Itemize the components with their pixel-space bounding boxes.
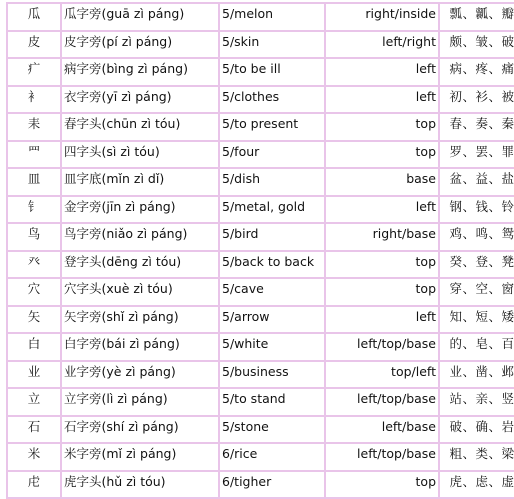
position-cell: left bbox=[325, 86, 439, 114]
radical-cell: 立 bbox=[7, 388, 61, 416]
examples-cell: 钢、钱、铃 bbox=[439, 196, 514, 224]
examples-cell: 粗、类、梁 bbox=[439, 443, 514, 471]
meaning-cell: 6/tigher bbox=[219, 471, 325, 499]
table-row bbox=[7, 3, 514, 31]
position-cell: left/top/base bbox=[325, 333, 439, 361]
examples-cell: 知、短、矮 bbox=[439, 306, 514, 334]
radical-cell: 罒 bbox=[7, 141, 61, 169]
examples-cell: 春、奏、秦 bbox=[439, 113, 514, 141]
meaning-cell: 5/dish bbox=[219, 168, 325, 196]
radical-cell: 衤 bbox=[7, 86, 61, 114]
radical-name-cell: 米字旁(mǐ zì páng) bbox=[61, 443, 219, 471]
table-row bbox=[7, 361, 514, 389]
meaning-cell: 5/metal, gold bbox=[219, 196, 325, 224]
position-cell: left bbox=[325, 306, 439, 334]
radical-name-cell: 衣字旁(yī zì páng) bbox=[61, 86, 219, 114]
meaning-cell: 5/back to back bbox=[219, 251, 325, 279]
position-cell: left/top/base bbox=[325, 388, 439, 416]
examples-cell: 破、确、岩 bbox=[439, 416, 514, 444]
meaning-cell: 5/clothes bbox=[219, 86, 325, 114]
examples-cell: 颇、皱、破 bbox=[439, 31, 514, 59]
meaning-cell: 5/white bbox=[219, 333, 325, 361]
radical-name-cell: 春字头(chūn zì tóu) bbox=[61, 113, 219, 141]
table-row bbox=[7, 141, 514, 169]
position-cell: right/inside bbox=[325, 3, 439, 31]
meaning-cell: 5/skin bbox=[219, 31, 325, 59]
radical-name-cell: 皿字底(mǐn zì dǐ) bbox=[61, 168, 219, 196]
meaning-cell: 5/business bbox=[219, 361, 325, 389]
radical-cell: 疒 bbox=[7, 58, 61, 86]
table-row bbox=[7, 471, 514, 499]
table-row bbox=[7, 443, 514, 471]
meaning-cell: 5/to stand bbox=[219, 388, 325, 416]
examples-cell: 初、衫、被 bbox=[439, 86, 514, 114]
position-cell: left bbox=[325, 196, 439, 224]
radical-cell: 钅 bbox=[7, 196, 61, 224]
meaning-cell: 5/four bbox=[219, 141, 325, 169]
examples-cell: 业、凿、邺 bbox=[439, 361, 514, 389]
radical-name-cell: 白字旁(bái zì páng) bbox=[61, 333, 219, 361]
position-cell: top bbox=[325, 113, 439, 141]
examples-cell: 盆、益、盐 bbox=[439, 168, 514, 196]
radical-cell: 皮 bbox=[7, 31, 61, 59]
radicals-table-body bbox=[7, 3, 514, 498]
meaning-cell: 5/to be ill bbox=[219, 58, 325, 86]
radical-cell: 瓜 bbox=[7, 3, 61, 31]
radical-name-cell: 病字旁(bìng zì páng) bbox=[61, 58, 219, 86]
radicals-table-container bbox=[6, 2, 514, 499]
radical-cell: 鸟 bbox=[7, 223, 61, 251]
radical-cell: 矢 bbox=[7, 306, 61, 334]
examples-cell: 罗、罢、罪 bbox=[439, 141, 514, 169]
table-row bbox=[7, 223, 514, 251]
table-row bbox=[7, 58, 514, 86]
radical-cell: 白 bbox=[7, 333, 61, 361]
examples-cell: 虎、虑、虚 bbox=[439, 471, 514, 499]
meaning-cell: 5/stone bbox=[219, 416, 325, 444]
table-row bbox=[7, 86, 514, 114]
meaning-cell: 5/cave bbox=[219, 278, 325, 306]
meaning-cell: 6/rice bbox=[219, 443, 325, 471]
table-row bbox=[7, 388, 514, 416]
position-cell: top bbox=[325, 251, 439, 279]
radical-cell: 业 bbox=[7, 361, 61, 389]
meaning-cell: 5/arrow bbox=[219, 306, 325, 334]
radical-name-cell: 穴字头(xuè zì tóu) bbox=[61, 278, 219, 306]
radical-name-cell: 立字旁(lì zì páng) bbox=[61, 388, 219, 416]
position-cell: left/base bbox=[325, 416, 439, 444]
radical-name-cell: 石字旁(shí zì páng) bbox=[61, 416, 219, 444]
position-cell: left/top/base bbox=[325, 443, 439, 471]
radical-cell: 虍 bbox=[7, 471, 61, 499]
table-row bbox=[7, 306, 514, 334]
radical-cell: 癶 bbox=[7, 251, 61, 279]
radical-name-cell: 瓜字旁(guā zì páng) bbox=[61, 3, 219, 31]
table-row bbox=[7, 168, 514, 196]
position-cell: right/base bbox=[325, 223, 439, 251]
radical-cell: 石 bbox=[7, 416, 61, 444]
examples-cell: 鸡、鸣、鸳 bbox=[439, 223, 514, 251]
radical-name-cell: 皮字旁(pí zì páng) bbox=[61, 31, 219, 59]
table-row bbox=[7, 416, 514, 444]
table-row bbox=[7, 196, 514, 224]
position-cell: left bbox=[325, 58, 439, 86]
position-cell: top/left bbox=[325, 361, 439, 389]
radical-name-cell: 登字头(dēng zì tóu) bbox=[61, 251, 219, 279]
radical-cell: 皿 bbox=[7, 168, 61, 196]
meaning-cell: 5/bird bbox=[219, 223, 325, 251]
radical-cell: 耒 bbox=[7, 113, 61, 141]
radical-name-cell: 四字头(sì zì tóu) bbox=[61, 141, 219, 169]
radical-name-cell: 矢字旁(shǐ zì páng) bbox=[61, 306, 219, 334]
examples-cell: 病、疼、痛 bbox=[439, 58, 514, 86]
radicals-table bbox=[6, 2, 514, 499]
table-row bbox=[7, 113, 514, 141]
position-cell: left/right bbox=[325, 31, 439, 59]
examples-cell: 穿、空、窗 bbox=[439, 278, 514, 306]
radical-name-cell: 金字旁(jīn zì páng) bbox=[61, 196, 219, 224]
position-cell: base bbox=[325, 168, 439, 196]
table-row bbox=[7, 278, 514, 306]
table-row bbox=[7, 333, 514, 361]
table-row bbox=[7, 31, 514, 59]
meaning-cell: 5/to present bbox=[219, 113, 325, 141]
examples-cell: 站、亲、竖 bbox=[439, 388, 514, 416]
position-cell: top bbox=[325, 471, 439, 499]
examples-cell: 癸、登、凳 bbox=[439, 251, 514, 279]
radical-cell: 米 bbox=[7, 443, 61, 471]
meaning-cell: 5/melon bbox=[219, 3, 325, 31]
radical-name-cell: 虎字头(hǔ zì tóu) bbox=[61, 471, 219, 499]
radical-name-cell: 鸟字旁(niǎo zì páng) bbox=[61, 223, 219, 251]
position-cell: top bbox=[325, 141, 439, 169]
radical-name-cell: 业字旁(yè zì páng) bbox=[61, 361, 219, 389]
table-row bbox=[7, 251, 514, 279]
position-cell: top bbox=[325, 278, 439, 306]
examples-cell: 的、皂、百 bbox=[439, 333, 514, 361]
examples-cell: 瓢、瓤、瓣 bbox=[439, 3, 514, 31]
radical-cell: 穴 bbox=[7, 278, 61, 306]
